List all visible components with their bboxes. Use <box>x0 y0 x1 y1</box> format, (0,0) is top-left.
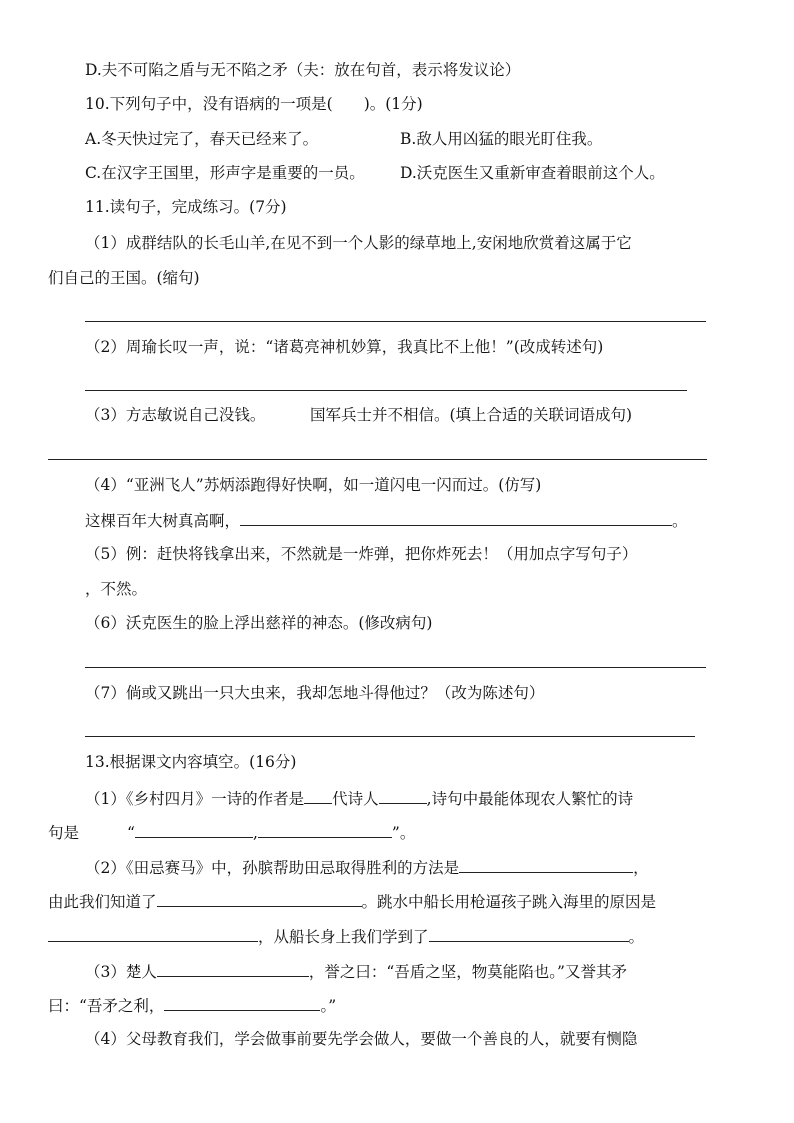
imitation-end: 。 <box>672 512 688 530</box>
q13-item-2 <box>85 857 649 878</box>
blank-spear[interactable] <box>164 995 320 1011</box>
q11-item-7: （7）倘或又跳出一只大虫来，我却怎地斗得他过？（改为陈述句） <box>85 684 545 702</box>
q13-2-text-c: 。跳水中船长用枪逼孩子跳入海里的原因是 <box>361 893 657 911</box>
q11-item-5-answer: ，不然。 <box>85 580 148 598</box>
blank-learned[interactable] <box>429 926 629 942</box>
q13-3-text-d: 。” <box>320 997 337 1015</box>
blank-chu-person[interactable] <box>157 961 309 977</box>
q11-item-4: （4）“亚洲飞人”苏炳添跑得好快啊，如一道闪电一闪而过。(仿写) <box>85 476 542 494</box>
blank-reason[interactable] <box>48 926 258 942</box>
q13-2-text-d: ，从船长身上我们学到了 <box>258 928 429 946</box>
q11-item-1-cont: 们自己的王国。(缩句) <box>48 269 200 287</box>
q13-1-text-b: 代诗人 <box>332 790 379 808</box>
answer-line-7[interactable] <box>85 736 695 737</box>
question-10: 10.下列句子中，没有语病的一项是( )。(1分) <box>85 95 423 113</box>
answer-line-1[interactable] <box>85 321 706 322</box>
blank-method[interactable] <box>459 857 633 873</box>
quote-open: “ <box>127 824 135 842</box>
q13-item-2-cont2 <box>48 926 644 947</box>
option-c: C.在汉字王国里，形声字是重要的一员。 <box>85 164 365 182</box>
q13-item-3 <box>85 961 627 982</box>
option-b: B.敌人用凶猛的眼光盯住我。 <box>400 130 603 148</box>
answer-line-6[interactable] <box>85 667 706 668</box>
q11-item-4-prompt <box>85 510 688 531</box>
option-d: D.沃克医生又重新审查着眼前这个人。 <box>400 164 665 182</box>
comma: , <box>252 824 258 842</box>
q13-3-text-b: ，誉之曰：“吾盾之坚，物莫能陷也。”又誉其矛 <box>308 963 627 981</box>
q11-item-6: （6）沃克医生的脸上浮出慈祥的神态。(修改病句) <box>85 614 433 632</box>
q13-2-period: 。 <box>628 928 645 946</box>
question-13: 13.根据课文内容填空。(16分) <box>85 753 297 771</box>
imitation-start: 这棵百年大树真高啊， <box>85 512 241 530</box>
blank-verse-2[interactable] <box>258 822 392 838</box>
q11-item-1: （1）成群结队的长毛山羊,在见不到一个人影的绿草地上,安闲地欣赏着这属于它 <box>85 234 632 252</box>
q13-3-text-a: （3）楚人 <box>85 963 157 981</box>
option-a: A.冬天快过完了，春天已经来了。 <box>85 130 319 148</box>
imitation-blank[interactable] <box>240 510 672 526</box>
blank-verse-1[interactable] <box>135 822 253 838</box>
blank-poet[interactable] <box>379 788 427 804</box>
q13-2-comma: ， <box>633 859 649 877</box>
q13-2-text-b: 由此我们知道了 <box>48 893 157 911</box>
q11-item-2: （2）周瑜长叹一声，说：“诸葛亮神机妙算，我真比不上他！”(改成转述句) <box>85 338 604 356</box>
q13-item-3-cont <box>48 995 336 1016</box>
q11-item-5: （5）例：赶快将钱拿出来，不然就是一炸弹，把你炸死去！（用加点字写句子） <box>85 545 638 563</box>
blank-dynasty[interactable] <box>304 788 332 804</box>
blank-lesson[interactable] <box>157 891 362 907</box>
question-11: 11.读句子，完成练习。(7分) <box>85 198 287 216</box>
q13-item-2-cont <box>48 891 656 912</box>
q13-2-text-a: （2）《田忌赛马》中，孙膑帮助田忌取得胜利的方法是 <box>85 859 460 877</box>
q13-1-text-a: （1）《乡村四月》一诗的作者是 <box>85 790 305 808</box>
quote-close: ”。 <box>391 824 416 842</box>
q11-item-3a: （3）方志敏说自己没钱。 <box>85 406 266 424</box>
q11-item-3b: 国军兵士并不相信。(填上合适的关联词语成句) <box>310 406 633 424</box>
q13-item-1-cont <box>48 822 415 843</box>
option-d-line: D.夫不可陷之盾与无不陷之矛（夫：放在句首，表示将发议论） <box>85 61 521 79</box>
answer-line-3[interactable] <box>48 459 707 460</box>
q13-1-text-d: 句是 <box>48 824 80 842</box>
answer-line-2[interactable] <box>85 390 687 391</box>
q13-3-text-c: 曰：“吾矛之利， <box>48 997 165 1015</box>
q13-item-1 <box>85 788 633 809</box>
q13-1-text-c: ,诗句中最能体现农人繁忙的诗 <box>426 790 634 808</box>
q13-item-4: （4）父母教育我们，学会做事前要先学会做人，要做一个善良的人，就要有恻隐 <box>85 1030 638 1048</box>
